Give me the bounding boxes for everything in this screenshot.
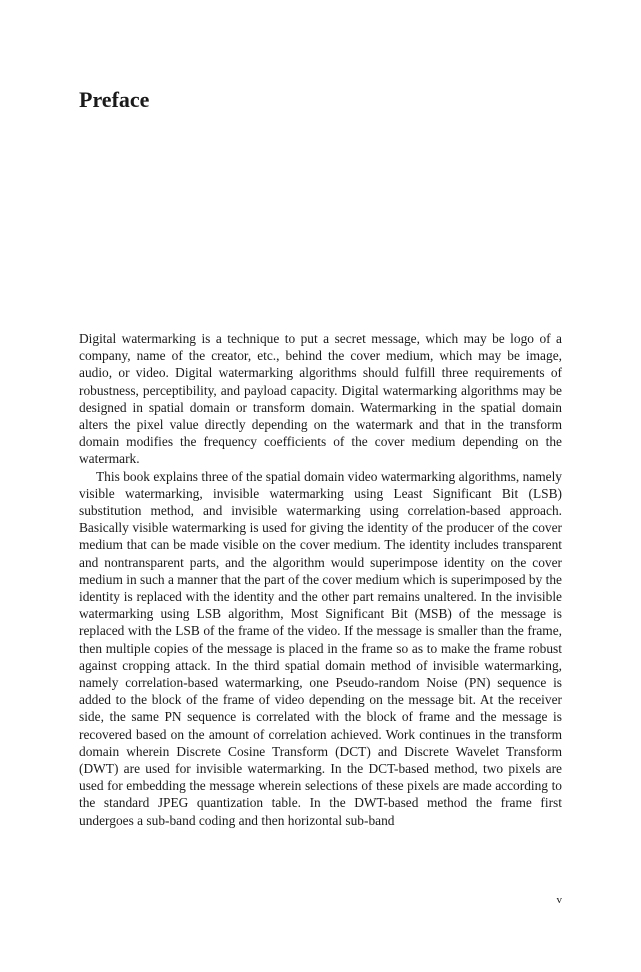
chapter-title: Preface — [79, 87, 150, 112]
preface-body — [79, 330, 562, 829]
page-number: v — [556, 894, 562, 906]
paragraph-intro: Digital watermarking is a technique to put a secret message, which may be logo of a company, name of the creator, etc., behind the cover medium, which may be image, audio, or video. Digital watermarking algorithms should fulfill three requirements of robustness, perceptibility, and payload capacity. Digital watermarking algorithms may be designed in spatial domain or transform domain. Watermarking in the spatial domain alters the pixel value directly depending on the watermark and that in the transform domain modifies the frequency coefficients of the cover medium depending on the watermark. — [79, 331, 562, 467]
paragraph-book-overview: This book explains three of the spatial domain video watermarking algorithms, namely visible watermarking, invisible watermarking using Least Significant Bit (LSB) substitution method, and invisible watermarking using correlation-based approach. Basically visible watermarking is used for giving the identity of the producer of the cover medium that can be made visible on the cover medium. The identity includes transparent and nontransparent parts, and the algorithm would superimpose identity on the cover medium in such a manner that the part of the cover medium which is superimposed by the identity is replaced with the identity and the other part remains unaltered. In the invisible watermarking using LSB algorithm, Most Significant Bit (MSB) of the message is replaced with the LSB of the frame of the video. If the message is smaller than the frame, then multiple copies of the message is placed in the frame so as to make the frame robust against cropping attack. In the third spatial domain method of invisible watermarking, namely correlation-based watermarking, one Pseudo-random Noise (PN) sequence is added to the block of the frame of video depending on the message bit. At the receiver side, the same PN sequence is correlated with the block of frame and the message is recovered based on the amount of correlation achieved. Work continues in the transform domain wherein Discrete Cosine Transform (DCT) and Discrete Wavelet Transform (DWT) are used for invisible watermarking. In the DCT-based method, two pixels are used for embedding the message wherein selections of these pixels are made according to the standard JPEG quantization table. In the DWT-based method the frame first undergoes a sub-band coding and then horizontal sub-band — [79, 468, 562, 828]
